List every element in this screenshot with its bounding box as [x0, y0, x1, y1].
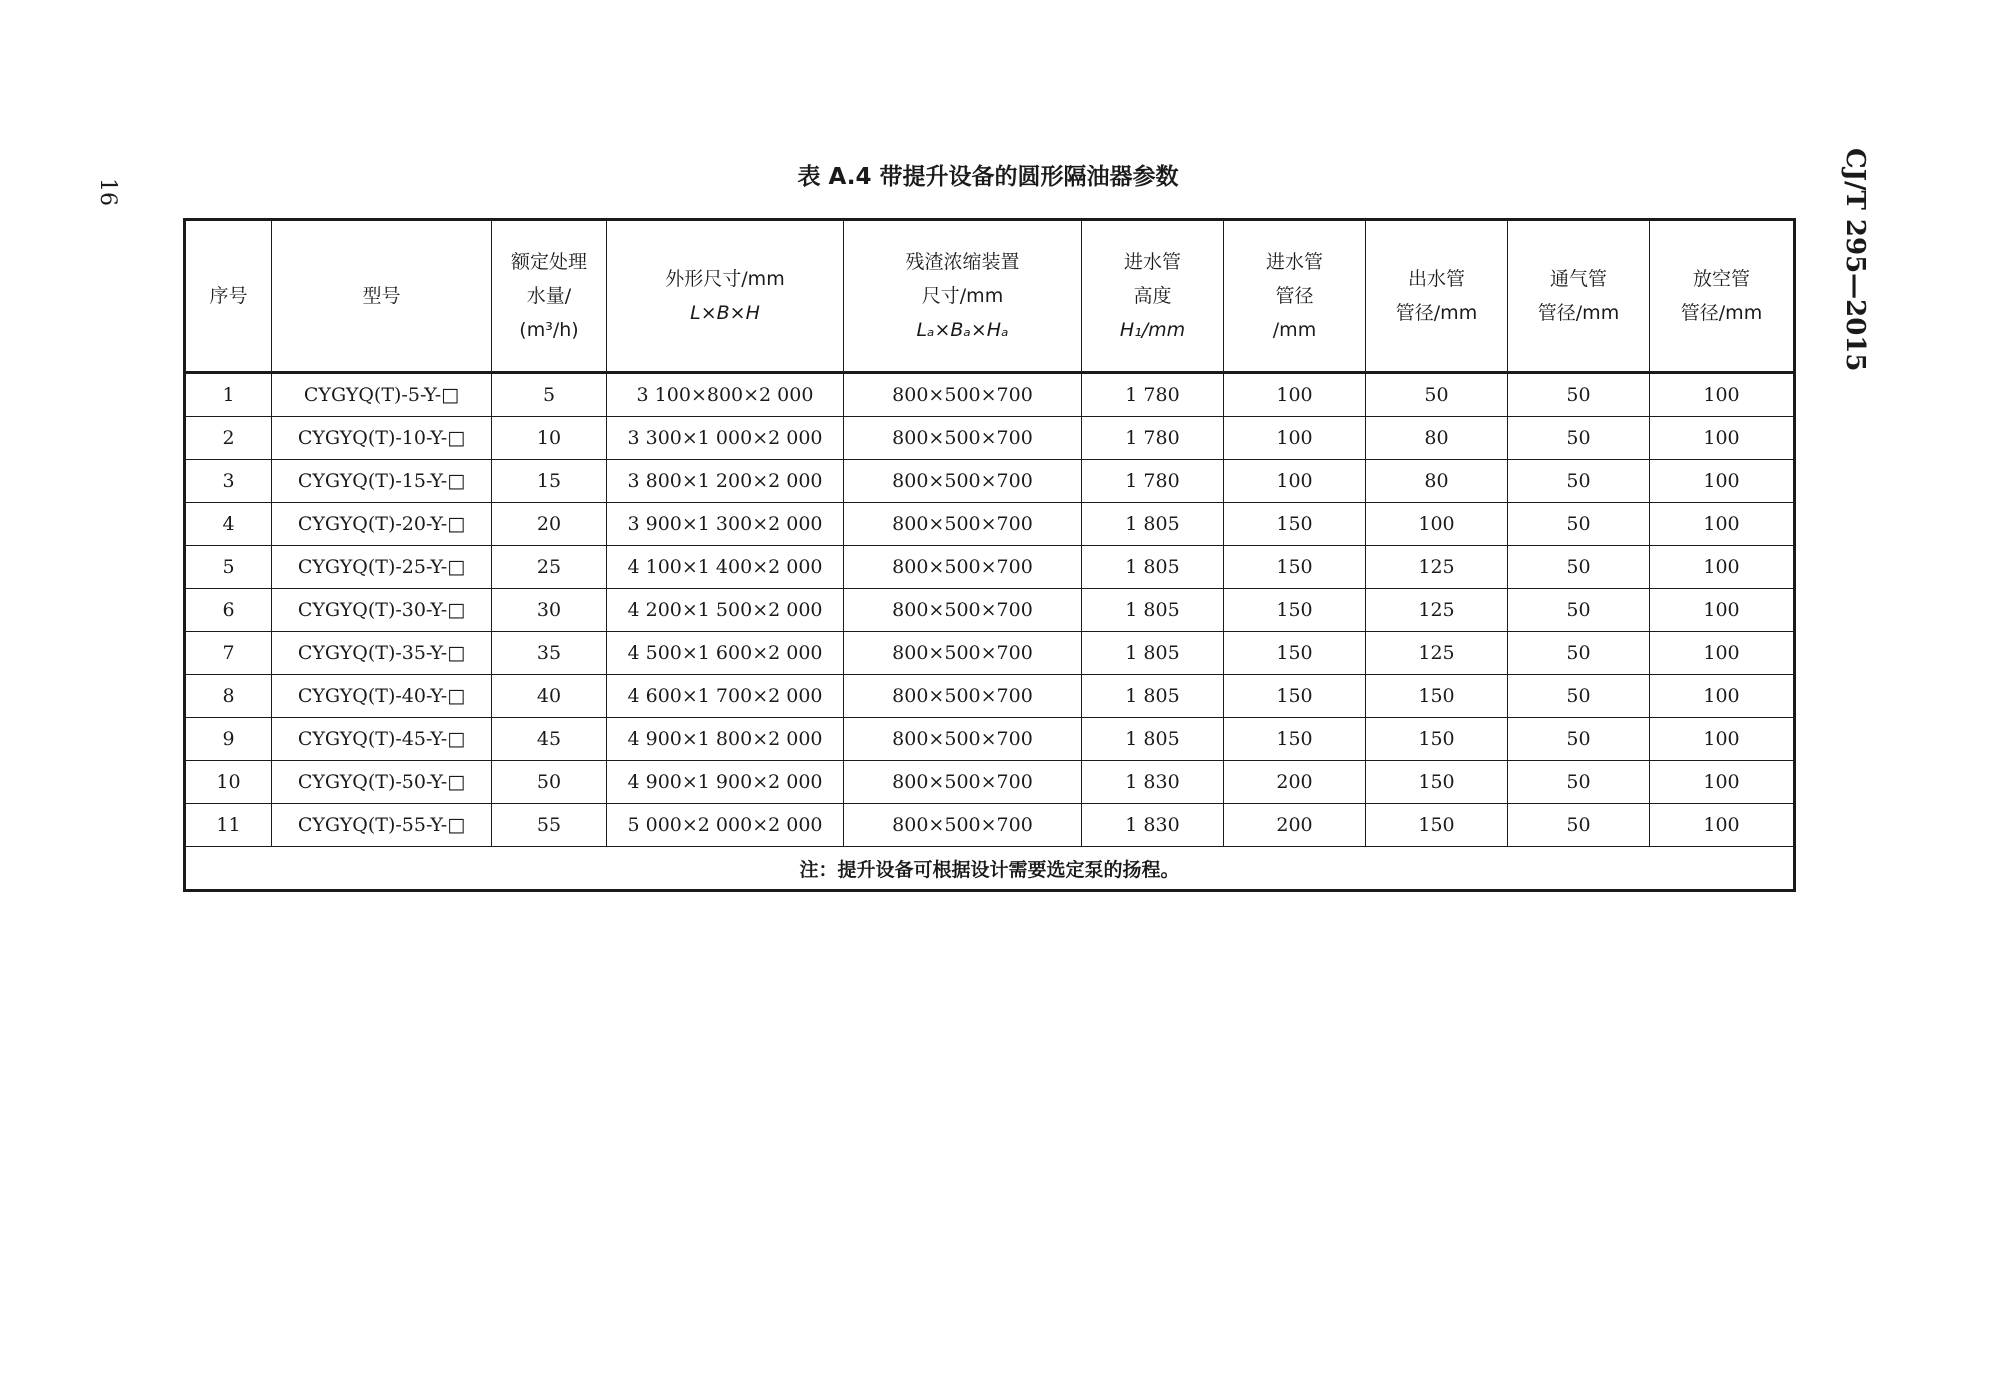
cell-drain-diameter: 100 [1650, 546, 1795, 589]
cell-residue-unit: 800×500×700 [844, 632, 1082, 675]
cell-inlet-height: 1 780 [1082, 417, 1224, 460]
cell-inlet-diameter: 200 [1224, 761, 1366, 804]
header-line: 放空管 [1692, 268, 1750, 290]
header-line: 型号 [362, 285, 401, 307]
cell-flow: 45 [492, 718, 607, 761]
cell-flow: 30 [492, 589, 607, 632]
cell-inlet-diameter: 150 [1224, 632, 1366, 675]
cell-model: CYGYQ(T)-25-Y-□ [272, 546, 492, 589]
header-line: 进水管 [1123, 251, 1181, 273]
cell-model: CYGYQ(T)-40-Y-□ [272, 675, 492, 718]
parameters-table [183, 218, 1796, 892]
header-residue-unit [844, 220, 1082, 373]
cell-outlet-diameter: 50 [1366, 373, 1508, 417]
cell-index: 5 [185, 546, 272, 589]
cell-model: CYGYQ(T)-55-Y-□ [272, 804, 492, 847]
cell-vent-diameter: 50 [1508, 632, 1650, 675]
table-row [185, 632, 1795, 675]
cell-flow: 15 [492, 460, 607, 503]
cell-drain-diameter: 100 [1650, 503, 1795, 546]
cell-outlet-diameter: 150 [1366, 804, 1508, 847]
cell-inlet-diameter: 150 [1224, 589, 1366, 632]
header-vent-diameter [1508, 220, 1650, 373]
cell-drain-diameter: 100 [1650, 761, 1795, 804]
cell-index: 4 [185, 503, 272, 546]
cell-model: CYGYQ(T)-10-Y-□ [272, 417, 492, 460]
cell-index: 1 [185, 373, 272, 417]
cell-inlet-height: 1 805 [1082, 503, 1224, 546]
cell-vent-diameter: 50 [1508, 373, 1650, 417]
cell-outlet-diameter: 150 [1366, 761, 1508, 804]
cell-inlet-diameter: 150 [1224, 546, 1366, 589]
header-line: 尺寸/mm [921, 285, 1004, 307]
header-row [185, 220, 1795, 373]
cell-index: 3 [185, 460, 272, 503]
header-line: 管径/mm [1537, 302, 1620, 324]
table-row [185, 589, 1795, 632]
cell-dimensions: 5 000×2 000×2 000 [607, 804, 844, 847]
table-title: 表 A.4 带提升设备的圆形隔油器参数 [797, 164, 1179, 190]
header-line: /mm [1272, 319, 1317, 341]
cell-residue-unit: 800×500×700 [844, 804, 1082, 847]
cell-dimensions: 4 900×1 800×2 000 [607, 718, 844, 761]
cell-dimensions: 3 900×1 300×2 000 [607, 503, 844, 546]
cell-vent-diameter: 50 [1508, 546, 1650, 589]
cell-model: CYGYQ(T)-30-Y-□ [272, 589, 492, 632]
cell-residue-unit: 800×500×700 [844, 589, 1082, 632]
cell-drain-diameter: 100 [1650, 417, 1795, 460]
table-body [185, 373, 1795, 847]
cell-index: 9 [185, 718, 272, 761]
table-row [185, 804, 1795, 847]
cell-flow: 25 [492, 546, 607, 589]
cell-index: 2 [185, 417, 272, 460]
header-line: 管径 [1275, 285, 1314, 307]
cell-model: CYGYQ(T)-15-Y-□ [272, 460, 492, 503]
cell-residue-unit: 800×500×700 [844, 417, 1082, 460]
cell-index: 11 [185, 804, 272, 847]
cell-inlet-height: 1 805 [1082, 546, 1224, 589]
header-line: 通气管 [1549, 268, 1607, 290]
cell-residue-unit: 800×500×700 [844, 460, 1082, 503]
cell-flow: 20 [492, 503, 607, 546]
header-line: 水量/ [526, 285, 572, 307]
cell-inlet-height: 1 780 [1082, 460, 1224, 503]
cell-inlet-height: 1 830 [1082, 761, 1224, 804]
cell-inlet-diameter: 150 [1224, 503, 1366, 546]
cell-inlet-height: 1 805 [1082, 675, 1224, 718]
cell-flow: 35 [492, 632, 607, 675]
cell-outlet-diameter: 125 [1366, 546, 1508, 589]
cell-inlet-diameter: 200 [1224, 804, 1366, 847]
page-number: 16 [95, 178, 120, 206]
header-line: 额定处理 [510, 251, 587, 273]
cell-inlet-height: 1 805 [1082, 589, 1224, 632]
cell-inlet-diameter: 150 [1224, 675, 1366, 718]
header-inlet-diameter [1224, 220, 1366, 373]
cell-model: CYGYQ(T)-20-Y-□ [272, 503, 492, 546]
header-dimensions [607, 220, 844, 373]
cell-flow: 5 [492, 373, 607, 417]
cell-inlet-height: 1 780 [1082, 373, 1224, 417]
cell-model: CYGYQ(T)-50-Y-□ [272, 761, 492, 804]
cell-inlet-diameter: 100 [1224, 373, 1366, 417]
cell-vent-diameter: 50 [1508, 503, 1650, 546]
header-model [272, 220, 492, 373]
cell-residue-unit: 800×500×700 [844, 718, 1082, 761]
table-row [185, 460, 1795, 503]
header-line: H₁/mm [1119, 319, 1186, 341]
cell-residue-unit: 800×500×700 [844, 761, 1082, 804]
cell-vent-diameter: 50 [1508, 589, 1650, 632]
cell-vent-diameter: 50 [1508, 417, 1650, 460]
cell-drain-diameter: 100 [1650, 675, 1795, 718]
cell-index: 7 [185, 632, 272, 675]
cell-drain-diameter: 100 [1650, 804, 1795, 847]
table-row [185, 503, 1795, 546]
header-line: 高度 [1133, 285, 1172, 307]
cell-inlet-diameter: 100 [1224, 417, 1366, 460]
header-flow [492, 220, 607, 373]
note-row [185, 847, 1795, 891]
cell-outlet-diameter: 125 [1366, 632, 1508, 675]
header-line: 外形尺寸/mm [665, 268, 785, 290]
cell-outlet-diameter: 100 [1366, 503, 1508, 546]
cell-model: CYGYQ(T)-45-Y-□ [272, 718, 492, 761]
header-line: Lₐ×Bₐ×Hₐ [916, 319, 1009, 341]
header-drain-diameter [1650, 220, 1795, 373]
table-row [185, 546, 1795, 589]
table-row [185, 718, 1795, 761]
table-row [185, 373, 1795, 417]
header-line: 出水管 [1407, 268, 1465, 290]
cell-flow: 55 [492, 804, 607, 847]
cell-residue-unit: 800×500×700 [844, 373, 1082, 417]
cell-dimensions: 4 500×1 600×2 000 [607, 632, 844, 675]
cell-outlet-diameter: 80 [1366, 417, 1508, 460]
cell-dimensions: 3 300×1 000×2 000 [607, 417, 844, 460]
cell-vent-diameter: 50 [1508, 761, 1650, 804]
cell-inlet-diameter: 150 [1224, 718, 1366, 761]
cell-dimensions: 4 200×1 500×2 000 [607, 589, 844, 632]
cell-flow: 50 [492, 761, 607, 804]
cell-vent-diameter: 50 [1508, 718, 1650, 761]
cell-residue-unit: 800×500×700 [844, 503, 1082, 546]
cell-flow: 40 [492, 675, 607, 718]
header-line: 管径/mm [1395, 302, 1478, 324]
cell-model: CYGYQ(T)-35-Y-□ [272, 632, 492, 675]
cell-dimensions: 4 100×1 400×2 000 [607, 546, 844, 589]
cell-outlet-diameter: 125 [1366, 589, 1508, 632]
table-note: 注：提升设备可根据设计需要选定泵的扬程。 [185, 847, 1795, 891]
cell-outlet-diameter: 80 [1366, 460, 1508, 503]
cell-vent-diameter: 50 [1508, 804, 1650, 847]
header-line: 进水管 [1265, 251, 1323, 273]
cell-drain-diameter: 100 [1650, 589, 1795, 632]
cell-index: 8 [185, 675, 272, 718]
cell-drain-diameter: 100 [1650, 373, 1795, 417]
cell-model: CYGYQ(T)-5-Y-□ [272, 373, 492, 417]
table-row [185, 417, 1795, 460]
cell-inlet-height: 1 805 [1082, 632, 1224, 675]
cell-drain-diameter: 100 [1650, 718, 1795, 761]
cell-dimensions: 3 800×1 200×2 000 [607, 460, 844, 503]
header-inlet-height [1082, 220, 1224, 373]
standard-code: CJ/T 295—2015 [1840, 148, 1870, 372]
cell-inlet-height: 1 805 [1082, 718, 1224, 761]
cell-drain-diameter: 100 [1650, 460, 1795, 503]
cell-outlet-diameter: 150 [1366, 718, 1508, 761]
cell-flow: 10 [492, 417, 607, 460]
header-line: 残渣浓缩装置 [905, 251, 1020, 273]
cell-dimensions: 3 100×800×2 000 [607, 373, 844, 417]
header-line: 管径/mm [1680, 302, 1763, 324]
cell-drain-diameter: 100 [1650, 632, 1795, 675]
cell-vent-diameter: 50 [1508, 675, 1650, 718]
cell-vent-diameter: 50 [1508, 460, 1650, 503]
cell-inlet-diameter: 100 [1224, 460, 1366, 503]
header-line: (m³/h) [519, 319, 579, 341]
table-row [185, 675, 1795, 718]
header-index [185, 220, 272, 373]
header-outlet-diameter [1366, 220, 1508, 373]
cell-dimensions: 4 900×1 900×2 000 [607, 761, 844, 804]
cell-dimensions: 4 600×1 700×2 000 [607, 675, 844, 718]
table-row [185, 761, 1795, 804]
cell-residue-unit: 800×500×700 [844, 546, 1082, 589]
cell-outlet-diameter: 150 [1366, 675, 1508, 718]
header-line: 序号 [209, 285, 248, 307]
header-line: L×B×H [690, 302, 760, 324]
cell-index: 10 [185, 761, 272, 804]
cell-inlet-height: 1 830 [1082, 804, 1224, 847]
cell-index: 6 [185, 589, 272, 632]
cell-residue-unit: 800×500×700 [844, 675, 1082, 718]
